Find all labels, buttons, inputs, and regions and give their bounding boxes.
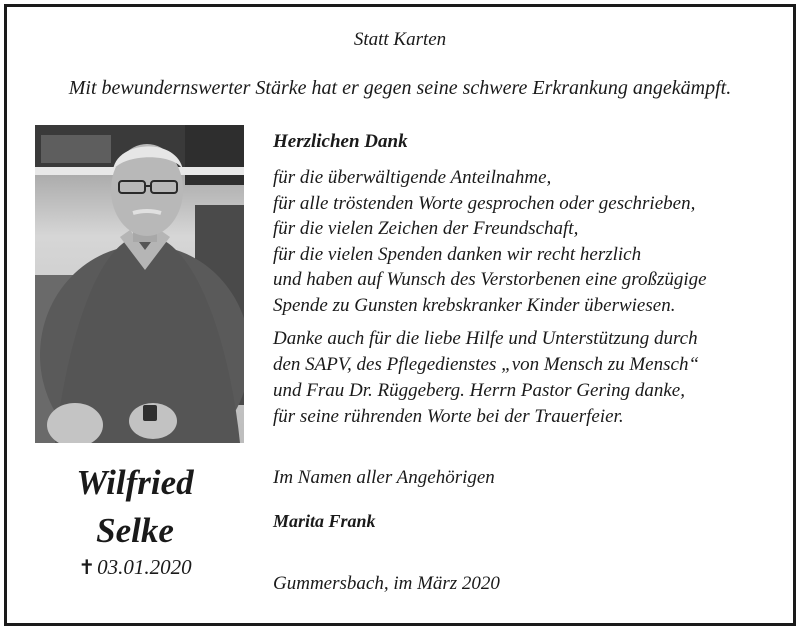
portrait-photo [35, 125, 244, 443]
thanks-line: Spende zu Gunsten krebskranker Kinder überwiesen. [273, 294, 676, 316]
first-name: Wilfried [76, 463, 194, 502]
statt-karten-heading: Statt Karten [353, 29, 447, 50]
thanks-paragraph-1 [273, 165, 783, 318]
last-name: Selke [96, 511, 174, 550]
deceased-name [35, 459, 235, 555]
tribute-subtitle: Mit bewundernswerter Stärke hat er gegen seine schwere Erkrankung angekämpft. [68, 77, 732, 99]
thanks-line: für seine rührenden Worte bei der Trauerfeier. [273, 406, 624, 427]
thanks-title: Herzlichen Dank [273, 131, 408, 152]
signature-name: Marita Frank [273, 511, 376, 531]
thanks-line: und Frau Dr. Rüggeberg. Herrn Pastor Gering danke, [273, 380, 685, 401]
thanks-line: Danke auch für die liebe Hilfe und Unterstützung durch [273, 328, 698, 349]
thanks-line: den SAPV, des Pflegedienstes „von Mensch zu Mensch“ [273, 354, 700, 375]
signature-intro: Im Namen aller Angehörigen [273, 467, 495, 488]
thanks-line: für die überwältigende Anteilnahme, [273, 167, 552, 188]
thanks-line: für die vielen Spenden danken wir recht herzlich [273, 243, 642, 265]
death-date: 03.01.2020 [97, 555, 192, 579]
thanks-line: und haben auf Wunsch des Verstorbenen eine großzügige [273, 269, 707, 290]
death-date-line [35, 555, 235, 580]
cross-icon: ✝ [78, 557, 96, 579]
thanks-line: für alle tröstenden Worte gesprochen oder geschrieben, [273, 192, 696, 214]
thanks-paragraph-2 [273, 326, 783, 430]
place-date: Gummersbach, im März 2020 [273, 573, 500, 594]
thanks-line: für die vielen Zeichen der Freundschaft, [273, 218, 579, 239]
portrait-photo-drawing [35, 125, 244, 443]
obituary-card [4, 4, 796, 626]
thanks-section [273, 125, 783, 430]
